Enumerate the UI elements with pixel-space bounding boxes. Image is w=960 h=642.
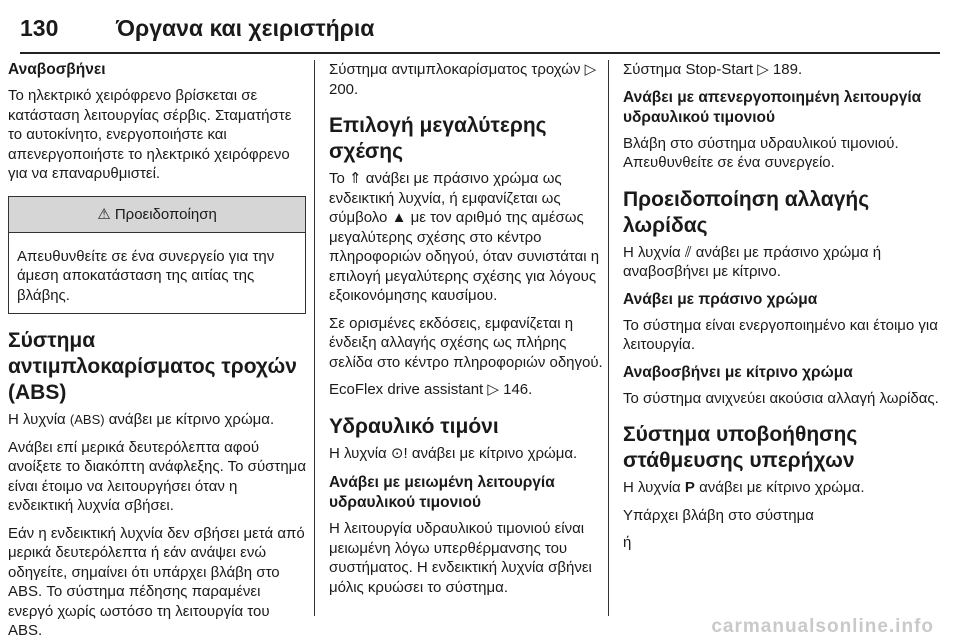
lane-warning-paragraph: Η λυχνία ⫽ ανάβει με πράσινο χρώμα ή αναβοσβήνει με κίτρινο. xyxy=(623,243,882,280)
parking-assist-heading: Σύστημα υποβοήθησης στάθμευσης υπερήχων xyxy=(623,423,858,472)
abs-paragraph-3: Εάν η ενδεικτική λυχνία δεν σβήσει μετά από μερικά δευτερόλεπτα ή εάν ανάψει ενώ οδηγείτε, σημαίνει ότι υπάρχει βλάβη στο ABS. Το σύστημα πέδησης παραμένει ενεργό χωρίς ωστόσο τη λειτουργία του ABS. xyxy=(8,524,305,639)
yellow-flash-heading: Αναβοσβήνει με κίτρινο χρώμα xyxy=(623,363,853,381)
page-title: Όργανα και χειριστήρια xyxy=(116,14,375,41)
flashing-heading: Αναβοσβήνει xyxy=(8,61,106,78)
power-steering-icon: ⊙! xyxy=(390,444,408,462)
abs-heading: Σύστημα αντιμπλοκαρίσματος τροχών (ABS) xyxy=(8,329,297,404)
parking-assist-paragraph: Η λυχνία P ανάβει με κίτρινο χρώμα. xyxy=(623,479,865,496)
header-rule xyxy=(20,52,940,54)
gear-shift-paragraph-1: Το ⇑ ανάβει με πράσινο χρώμα ως ενδεικτική λυχνία, ή εμφανίζεται ως σύμβολο ▲ με τον αριθμό της αμέσως μεγαλύτερης σχέσης στο κέντρο πληροφοριών οδηγού, όταν συνιστάται η επιλογή μεγαλύτερης σχέσης για λόγους εξοικονόμησης καυσίμου. xyxy=(329,170,600,304)
power-steering-heading: Υδραυλικό τιμόνι xyxy=(329,414,499,438)
abs-reference: Σύστημα αντιμπλοκαρίσματος τροχών ▷ 200. xyxy=(329,61,597,98)
green-light-heading: Ανάβει με πράσινο χρώμα xyxy=(623,290,818,308)
abs-paragraph-1: Η λυχνία (ABS) ανάβει με κίτρινο χρώμα. xyxy=(8,411,275,428)
power-steering-paragraph: Η λυχνία ⊙! ανάβει με κίτρινο χρώμα. xyxy=(329,444,578,462)
lane-warning-heading: Προειδοποίηση αλλαγής λωρίδας xyxy=(623,187,870,237)
yellow-flash-text: Το σύστημα ανιχνεύει ακούσια αλλαγή λωρίδας. xyxy=(623,389,939,407)
parking-assist-icon: P xyxy=(684,479,695,496)
parking-assist-or: ή xyxy=(623,534,632,551)
column-left xyxy=(8,60,310,639)
warning-header xyxy=(9,197,305,233)
green-light-text: Το σύστημα είναι ενεργοποιημένο και έτοιμο για λειτουργία. xyxy=(623,316,938,353)
gear-shift-paragraph-2: Σε ορισμένες εκδόσεις, εμφανίζεται η ένδειξη αλλαγής σχέσης ως πλήρης σελίδα στο κέντρο πληροφοριών οδηγού. xyxy=(329,314,603,371)
page-ref-arrow-icon: ▷ xyxy=(487,381,499,398)
ecoflex-reference: EcoFlex drive assistant ▷ 146. xyxy=(329,381,533,398)
watermark: carmanualsonline.info xyxy=(711,616,934,637)
warning-icon: ⚠ xyxy=(97,205,111,223)
warning-title: Προειδοποίηση xyxy=(114,205,217,223)
gear-shift-heading: Επιλογή μεγαλύτερης σχέσης xyxy=(329,114,547,163)
parking-assist-fault: Υπάρχει βλάβη στο σύστημα xyxy=(623,506,814,524)
flashing-text: Το ηλεκτρικό χειρόφρενο βρίσκεται σε κατάσταση λειτουργίας σέρβις. Σταματήστε το αυτοκίνητο, ενεργοποιήστε και απενεργοποιήστε το ηλεκτρικό χειρόφρενο για να επαναρυθμιστεί. xyxy=(8,87,292,182)
abs-warning-icon: (ABS) xyxy=(69,412,105,427)
warning-box xyxy=(8,196,306,315)
deactivated-steering-heading: Ανάβει με απενεργοποιημένη λειτουργία υδραυλικού τιμονιού xyxy=(623,88,922,126)
page-ref-arrow-icon: ▷ xyxy=(757,61,769,78)
column-middle xyxy=(314,60,606,616)
lane-departure-icon: ⫽ xyxy=(684,243,692,261)
stopstart-reference: Σύστημα Stop-Start ▷ 189. xyxy=(623,61,803,78)
page-ref-arrow-icon: ▷ xyxy=(584,61,597,78)
page-header xyxy=(20,6,940,50)
deactivated-steering-text: Βλάβη στο σύστημα υδραυλικού τιμονιού. Απευθυνθείτε σε ένα συνεργείο. xyxy=(623,134,899,171)
column-right xyxy=(608,60,952,616)
warning-text: Απευθυνθείτε σε ένα συνεργείο για την άμεση αποκατάσταση της αιτίας της βλάβης. xyxy=(17,247,275,304)
page-number: 130 xyxy=(20,14,59,41)
upshift-icon: ⇑ xyxy=(349,170,362,187)
abs-paragraph-2: Ανάβει επί μερικά δευτερόλεπτα αφού ανοίξετε το διακόπτη ανάφλεξης. Το σύστημα είναι έτοιμο να λειτουργήσει όταν η ενδεικτική λυχνία σβήσει. xyxy=(8,438,306,514)
reduced-steering-text: Η λειτουργία υδραυλικού τιμονιού είναι μειωμένη λόγω υπερθέρμανσης του συστήματος. Η ενδεικτική λυχνία σβήνει μόλις κρυώσει το σύστημα. xyxy=(329,520,592,596)
reduced-steering-heading: Ανάβει με μειωμένη λειτουργία υδραυλικού τιμονιού xyxy=(329,474,555,511)
